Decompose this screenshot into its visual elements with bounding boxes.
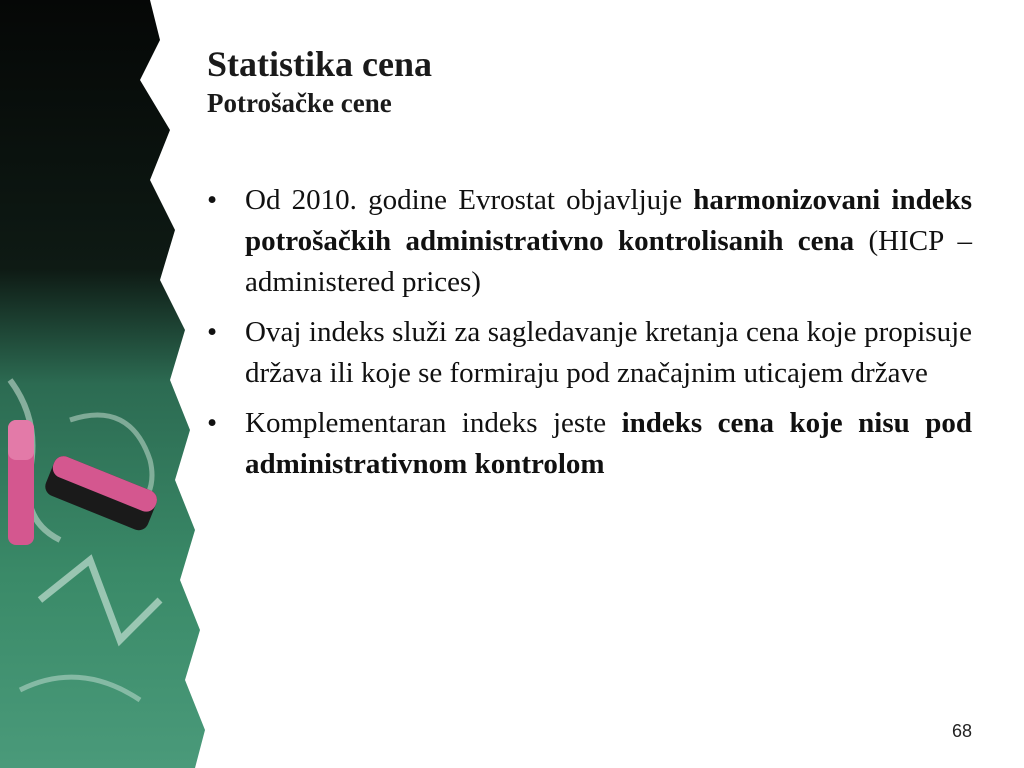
bullet-text: (HICP – administered prices) [245,225,973,298]
page-subtitle: Potrošačke cene [207,88,392,118]
bullet-item [207,180,972,303]
bullet-list [207,180,972,494]
page-number: 68 [951,721,972,741]
bullet-icon: • [207,407,218,439]
bullet-text: Od 2010. godine Evrostat objavljuje [245,184,694,216]
page-title: Statistika cena [207,44,432,84]
bullet-icon: • [207,184,218,216]
bullet-text-bold: indeks cena koje nisu pod administrativnom kontrolom [245,407,972,480]
bullet-text: Ovaj indeks služi za sagledavanje kretanja cena koje propisuje država ili koje se formiraju pod značajnim uticajem države [245,316,972,389]
bullet-item [207,312,972,394]
bullet-icon: • [207,316,218,348]
title-block [207,42,432,120]
chalkboard-decoration [0,0,218,768]
bullet-item [207,403,972,485]
bullet-text: Komplementaran indeks jeste [245,407,622,439]
bullet-text-bold: harmonizovani indeks potrošačkih administrativno kontrolisanih cena [245,184,972,257]
